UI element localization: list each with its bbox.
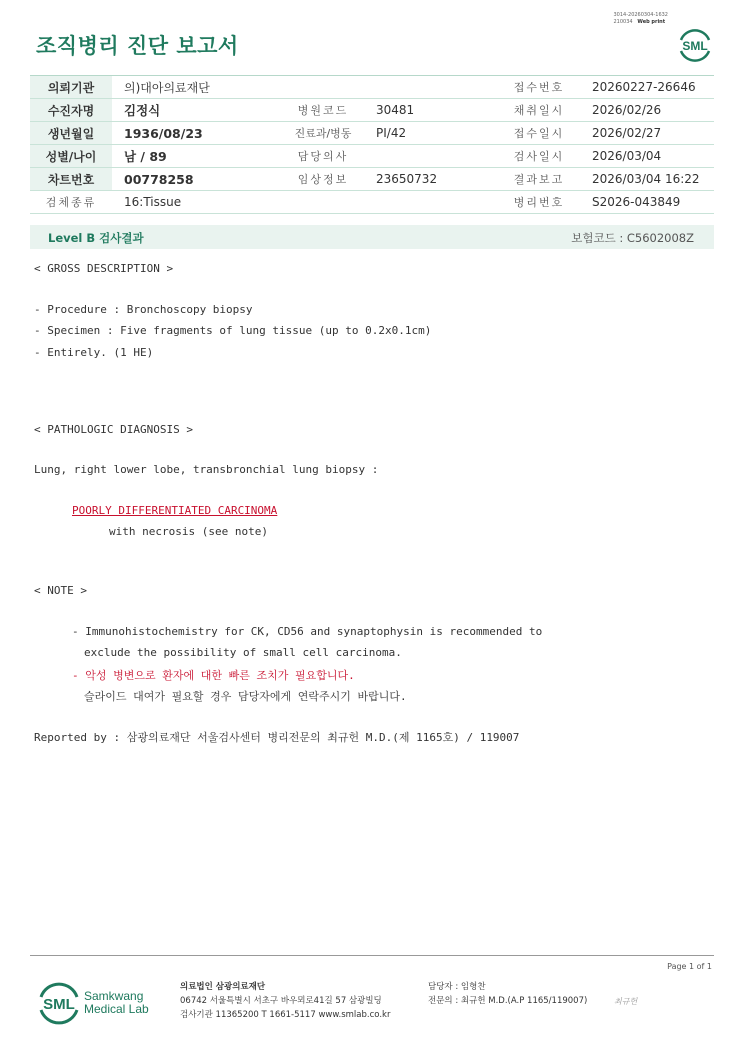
- value-collection-date: 2026/02/26: [580, 99, 714, 122]
- footer-staff: [428, 980, 587, 1008]
- sml-footer-logo-text: SML: [43, 996, 75, 1013]
- value-hospital-code: 30481: [364, 99, 498, 122]
- info-row: [30, 122, 714, 145]
- label-received-date: 접수일시: [498, 122, 580, 145]
- gross-line: - Specimen : Five fragments of lung tissue (up to 0.2x0.1cm): [34, 324, 432, 337]
- manager-name: 임형찬: [460, 982, 486, 992]
- gross-line: - Entirely. (1 HE): [34, 346, 154, 359]
- sml-logo-text: SML: [682, 39, 708, 53]
- reported-by: Reported by : 삼광의료재단 서울검사센터 병리전문의 최규헌 M.D.(제 1165호) / 119007: [34, 731, 520, 744]
- page-number: Page 1 of 1: [667, 962, 712, 971]
- print-code: [613, 12, 668, 26]
- value-sex-age: 남 / 89: [112, 145, 282, 168]
- label-sex-age: 성별/나이: [30, 145, 112, 168]
- label-physician: 담당의사: [282, 145, 364, 168]
- label-clinical-info: 임상정보: [282, 168, 364, 191]
- brand-name-2: Medical Lab: [84, 1002, 149, 1016]
- label-patient-name: 수진자명: [30, 99, 112, 122]
- diagnosis-main: POORLY DIFFERENTIATED CARCINOMA: [72, 504, 278, 517]
- diagnosis-heading: < PATHOLOGIC DIAGNOSIS >: [34, 423, 193, 436]
- label-chart-no: 차트번호: [30, 168, 112, 191]
- print-code-line-1: 3014-20260304-1632: [613, 12, 668, 18]
- label-specimen-type: 검체종류: [30, 191, 112, 214]
- value-referring-org: 의)대아의료재단: [112, 76, 498, 99]
- info-row: [30, 145, 714, 168]
- brand-name-1: Samkwang: [84, 989, 144, 1003]
- manager-line: 담당자 : 임형찬: [428, 982, 486, 992]
- insurance-code: 보험코드 : C5602008Z: [571, 231, 694, 245]
- level-label: Level B 검사결과: [48, 231, 144, 245]
- gross-heading: < GROSS DESCRIPTION >: [34, 262, 174, 275]
- specialist-line: 전문의 : 최규헌 M.D.(A.P 1165/119007): [428, 996, 588, 1006]
- specialist-name: 최규헌 M.D.(A.P 1165/119007): [460, 996, 588, 1006]
- value-clinical-info: 23650732: [364, 168, 498, 191]
- value-specimen-type: 16:Tissue: [112, 191, 498, 214]
- org-name: 의료법인 삼광의료재단: [180, 982, 266, 992]
- label-pathology-no: 병리번호: [498, 191, 580, 214]
- footer-org-info: [180, 980, 390, 1022]
- value-pathology-no: S2026-043849: [580, 191, 714, 214]
- value-accession-no: 20260227-26646: [580, 76, 714, 99]
- label-accession-no: 접수번호: [498, 76, 580, 99]
- footer-logo: [36, 980, 82, 1030]
- note-heading: < NOTE >: [34, 584, 87, 597]
- label-result-report: 결과보고: [498, 168, 580, 191]
- value-patient-name: 김정식: [112, 99, 282, 122]
- level-result-bar: [30, 225, 714, 249]
- patient-info-table: [30, 75, 714, 214]
- note-alert: - 악성 병변으로 환자에 대한 빠른 조치가 필요합니다.: [72, 669, 355, 682]
- diagnosis-sub: with necrosis (see note): [109, 525, 268, 538]
- info-row: [30, 191, 714, 214]
- note-line: - Immunohistochemistry for CK, CD56 and synaptophysin is recommended to: [72, 625, 543, 638]
- sml-footer-logo-icon: [36, 980, 82, 1026]
- label-exam-date: 검사일시: [498, 145, 580, 168]
- footer-divider: [30, 955, 714, 956]
- info-row: [30, 76, 714, 99]
- note-line: 슬라이드 대여가 필요할 경우 담당자에게 연락주시기 바랍니다.: [84, 690, 407, 703]
- sml-logo-icon: [676, 26, 714, 64]
- gross-line: - Procedure : Bronchoscopy biopsy: [34, 303, 253, 316]
- report-title: 조직병리 진단 보고서: [36, 34, 239, 58]
- value-chart-no: 00778258: [112, 168, 282, 191]
- print-code-line-2: 210034 Web print: [613, 19, 666, 25]
- info-row: [30, 168, 714, 191]
- sml-logo: [676, 26, 714, 68]
- label-collection-date: 채취일시: [498, 99, 580, 122]
- value-received-date: 2026/02/27: [580, 122, 714, 145]
- label-department: 진료과/병동: [282, 122, 364, 145]
- value-birth-date: 1936/08/23: [112, 122, 282, 145]
- footer-brand: [84, 990, 149, 1016]
- label-hospital-code: 병원코드: [282, 99, 364, 122]
- value-physician: [364, 145, 498, 168]
- label-referring-org: 의뢰기관: [30, 76, 112, 99]
- org-address: 06742 서울특별시 서초구 바우뫼로41길 57 삼광빌딩: [180, 996, 382, 1006]
- label-birth-date: 생년월일: [30, 122, 112, 145]
- note-line: exclude the possibility of small cell carcinoma.: [84, 646, 402, 659]
- value-result-report: 2026/03/04 16:22: [580, 168, 714, 191]
- info-row: [30, 99, 714, 122]
- signature: 최규헌: [614, 997, 638, 1006]
- org-contact: 검사기관 11365200 T 1661-5117 www.smlab.co.kr: [180, 1010, 391, 1020]
- value-department: PI/42: [364, 122, 498, 145]
- value-exam-date: 2026/03/04: [580, 145, 714, 168]
- diagnosis-site: Lung, right lower lobe, transbronchial lung biopsy :: [34, 463, 379, 476]
